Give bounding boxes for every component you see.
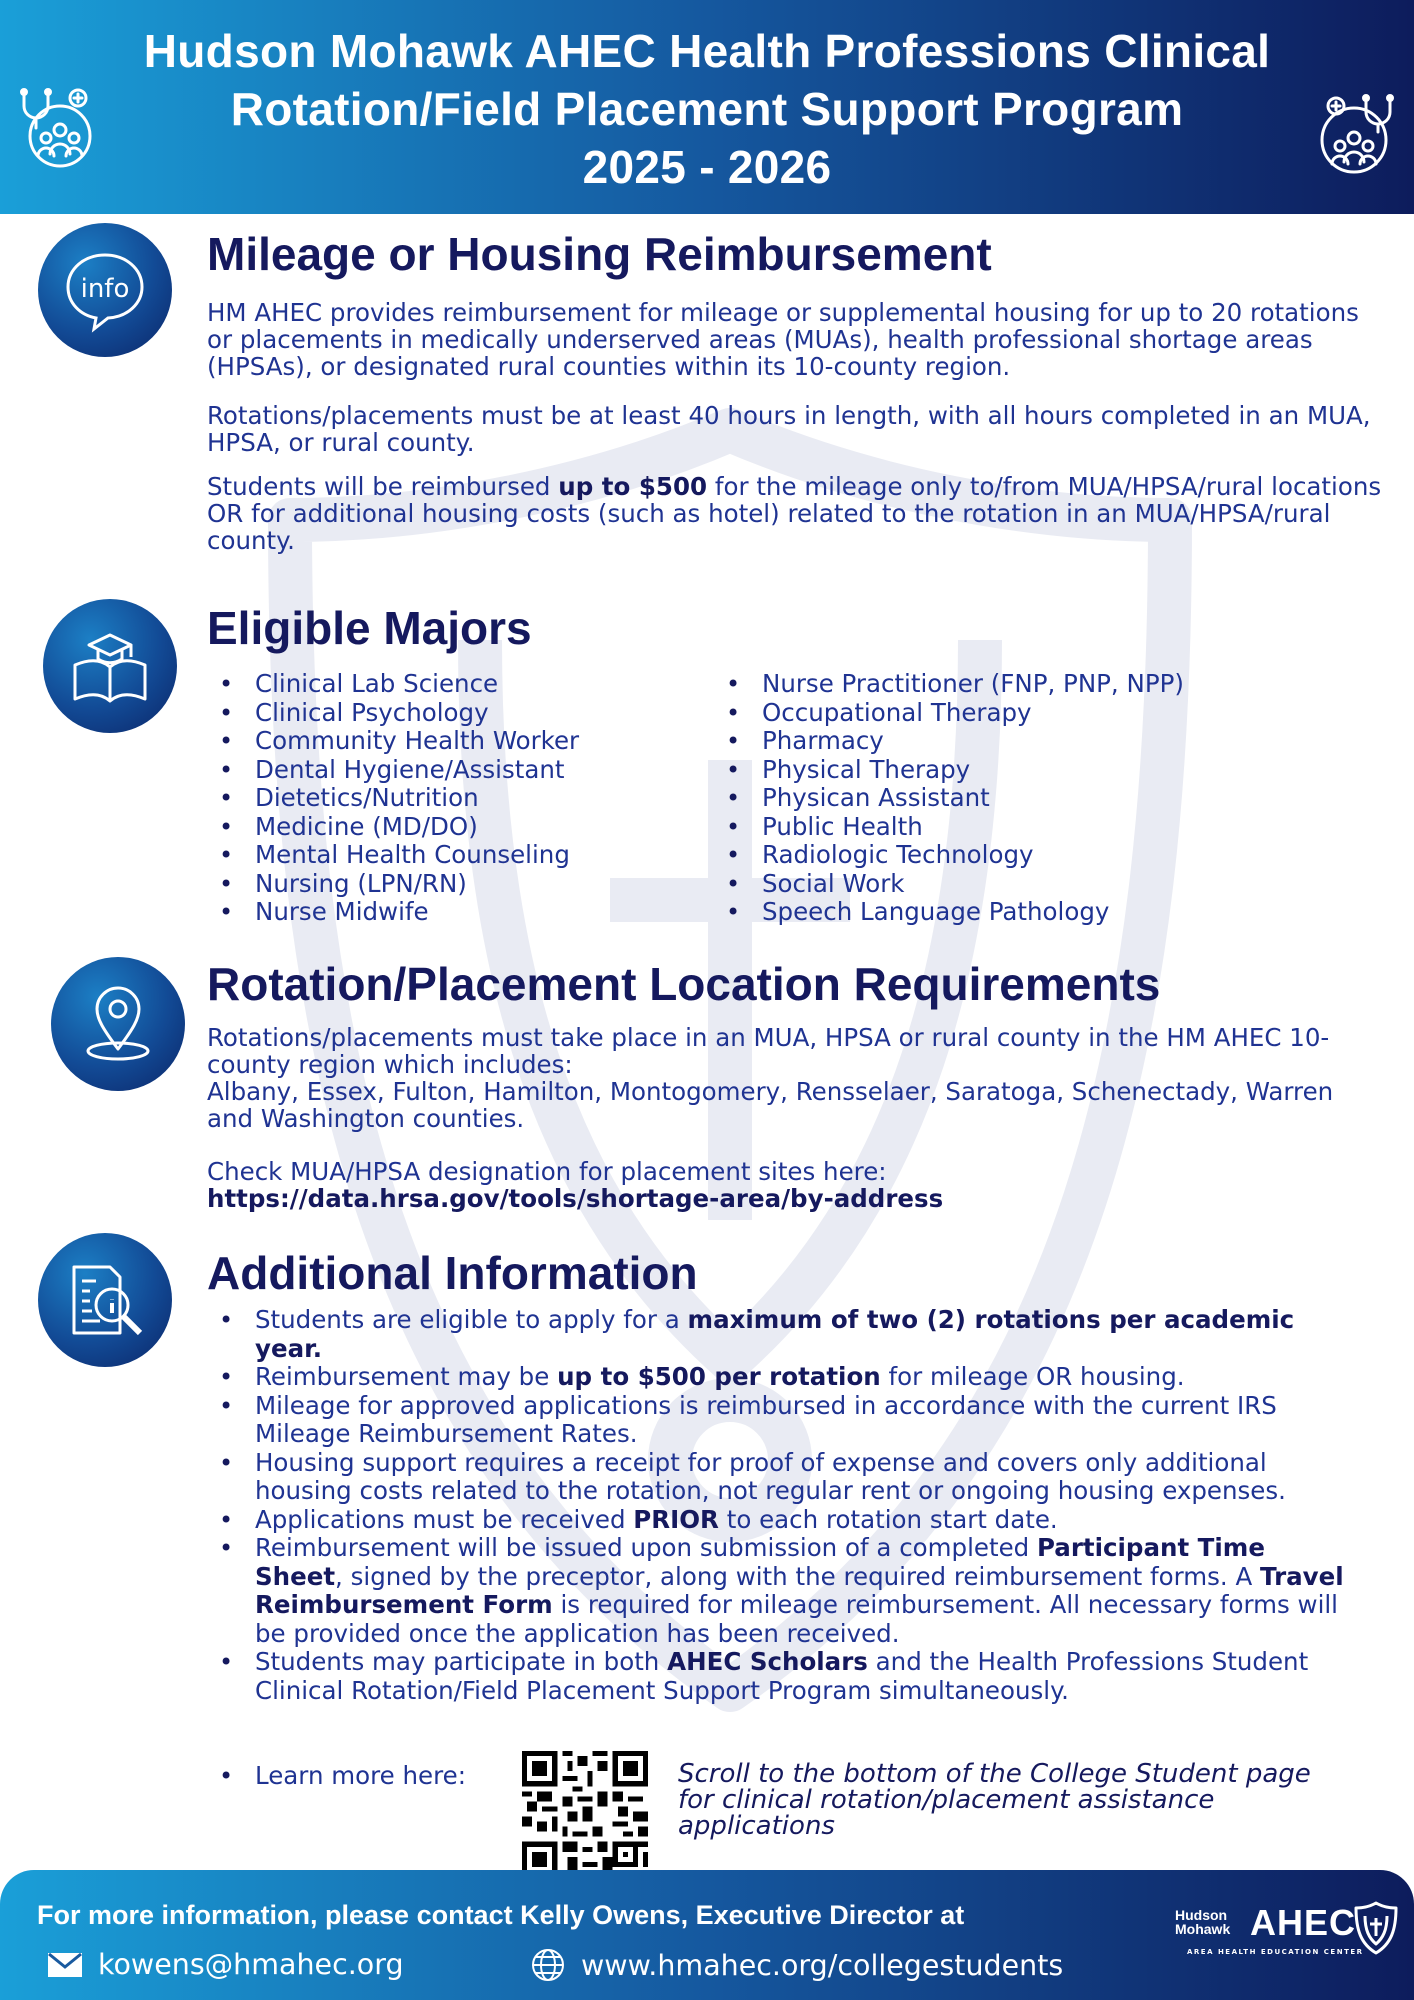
additional-info-list [207,1306,1357,1705]
mileage-p3-text: Students will be reimbursed [207,472,559,501]
list-item [207,1506,1357,1535]
shield-logo-icon [1353,1900,1399,1956]
learn-more-list [207,1762,507,1791]
major-item: • Mental Health Counseling [207,841,687,870]
logo-text-small [1175,1908,1230,1936]
qr-code[interactable] [514,1743,656,1885]
major-item: • Dental Hygiene/Assistant [207,756,687,785]
majors-list-column-1 [207,670,687,927]
page-title [130,22,1284,196]
mileage-paragraph-2: Rotations/placements must be at least 40 hours in length, with all hours completed in an MUA, HPSA, or rural county. [207,401,1371,457]
title-line-3: 2025 - 2026 [582,141,832,193]
list-item-text: for mileage OR housing. [880,1362,1185,1391]
list-item-text: Applications must be received [255,1504,634,1534]
document-magnifier-icon [38,1233,172,1367]
envelope-icon [48,1953,82,1977]
list-item-text: and the Health Professions Student Clinical Rotation/Field Placement Support Program simultaneously. [255,1647,1309,1705]
footer-banner [0,1870,1414,2000]
title-line-2: Rotation/Field Placement Support Program [230,83,1184,135]
location-paragraph-1 [207,1024,1387,1132]
location-pin-icon [51,957,185,1091]
list-item-text: , signed by the preceptor, along with the required reimbursement forms. A [335,1561,1261,1591]
list-item: • Housing support requires a receipt for proof of expense and covers only additional housing costs related to the rotation, not regular rent or ongoing housing expenses. [207,1449,1357,1506]
major-item: • Medicine (MD/DO) [207,813,687,842]
location-section-title: Rotation/Placement Location Requirements [207,958,1161,1010]
list-item-emphasis: AHEC Scholars [667,1647,868,1676]
list-item-emphasis: up to $500 per rotation [557,1362,881,1391]
list-item-emphasis: Travel Reimbursement Form [255,1561,1344,1619]
info-icon-label: info [80,274,130,304]
list-item [207,1363,1357,1392]
major-item: • Social Work [714,870,1314,899]
globe-icon [531,1948,565,1982]
list-item: • Mileage for approved applications is reimbursed in accordance with the current IRS Mileage Reimbursement Rates. [207,1392,1357,1449]
logo-line-2: Mohawk [1175,1921,1231,1937]
email-contact[interactable] [48,1948,404,1981]
major-item: • Occupational Therapy [714,699,1314,728]
email-address[interactable]: kowens@hmahec.org [98,1948,404,1981]
hrsa-link[interactable]: https://data.hrsa.gov/tools/shortage-area/by-address [207,1184,944,1213]
logo-text-main: AHEC [1250,1902,1357,1943]
contact-prompt: For more information, please contact Kelly Owens, Executive Director at [37,1900,965,1930]
designation-check-text: Check MUA/HPSA designation for placement sites here: [207,1157,887,1186]
list-item-text: Reimbursement may be [255,1362,558,1391]
list-item-text: Students are eligible to apply for a [255,1305,688,1334]
list-item [207,1306,1357,1363]
learn-more-label: • Learn more here: [207,1762,507,1791]
major-item: • Physican Assistant [714,784,1314,813]
major-item: • Clinical Lab Science [207,670,687,699]
list-item-text: Reimbursement will be issued upon submission of a completed [255,1533,1037,1562]
major-item: • Nursing (LPN/RN) [207,870,687,899]
major-item: • Community Health Worker [207,727,687,756]
website-contact[interactable] [531,1948,1063,1982]
info-icon [38,223,172,357]
logo-subtitle: AREA HEALTH EDUCATION CENTER [1187,1948,1364,1956]
header-banner [0,0,1414,214]
stethoscope-people-icon [1310,94,1398,182]
list-item-text: to each rotation start date. [718,1504,1058,1534]
list-item-text: is required for mileage reimbursement. All necessary forms will be provided once the application has been received. [255,1590,1338,1648]
mileage-paragraph-1: HM AHEC provides reimbursement for mileage or supplemental housing for up to 20 rotations or placements in medically underserved areas (MUAs), health professional shortage areas (HPSAs), or designated rural counties within its 10-county region. [207,298,1359,381]
location-counties-text: Albany, Essex, Fulton, Hamilton, Montogomery, Rensselaer, Saratoga, Schenectady, Warren and Washington counties. [207,1077,1334,1133]
major-item: • Speech Language Pathology [714,898,1314,927]
qr-instructions: Scroll to the bottom of the College Student page for clinical rotation/placement assistance applications [678,1759,1311,1841]
list-item-text: Students may participate in both [255,1647,668,1676]
majors-list-column-2 [714,670,1314,927]
major-item: • Dietetics/Nutrition [207,784,687,813]
mileage-paragraph-3 [207,473,1387,554]
list-item-emphasis: PRIOR [633,1504,719,1534]
location-region-text: Rotations/placements must take place in an MUA, HPSA or rural county in the HM AHEC 10-county region which includes: [207,1023,1330,1079]
stethoscope-people-icon [16,84,104,172]
title-line-1: Hudson Mohawk AHEC Health Professions Clinical [143,25,1271,77]
list-item [207,1648,1357,1705]
qr-code-image [522,1751,648,1877]
majors-section-title: Eligible Majors [207,602,532,654]
additional-section-title: Additional Information [207,1247,698,1299]
major-item: • Clinical Psychology [207,699,687,728]
mileage-section-title: Mileage or Housing Reimbursement [207,228,992,280]
mileage-p3-amount: up to $500 [558,472,708,501]
list-item [207,1534,1357,1648]
major-item: • Public Health [714,813,1314,842]
list-item-emphasis: Participant Time Sheet [255,1533,1265,1591]
logo-line-1: Hudson [1175,1907,1228,1923]
website-url[interactable]: www.hmahec.org/collegestudents [581,1948,1064,1982]
mileage-p3-text-end: for the mileage only to/from MUA/HPSA/rural locations OR for additional housing costs (such as hotel) related to the rotation in an MUA/HPSA/rural county. [207,472,1382,555]
major-item: • Nurse Midwife [207,898,687,927]
graduation-book-icon [43,599,177,733]
hmahec-logo [1175,1898,1400,1982]
major-item: • Pharmacy [714,727,1314,756]
major-item: • Nurse Practitioner (FNP, PNP, NPP) [714,670,1314,699]
location-paragraph-2 [207,1158,1387,1212]
major-item: • Radiologic Technology [714,841,1314,870]
list-item-emphasis: maximum of two (2) rotations per academic year. [255,1305,1295,1363]
major-item: • Physical Therapy [714,756,1314,785]
